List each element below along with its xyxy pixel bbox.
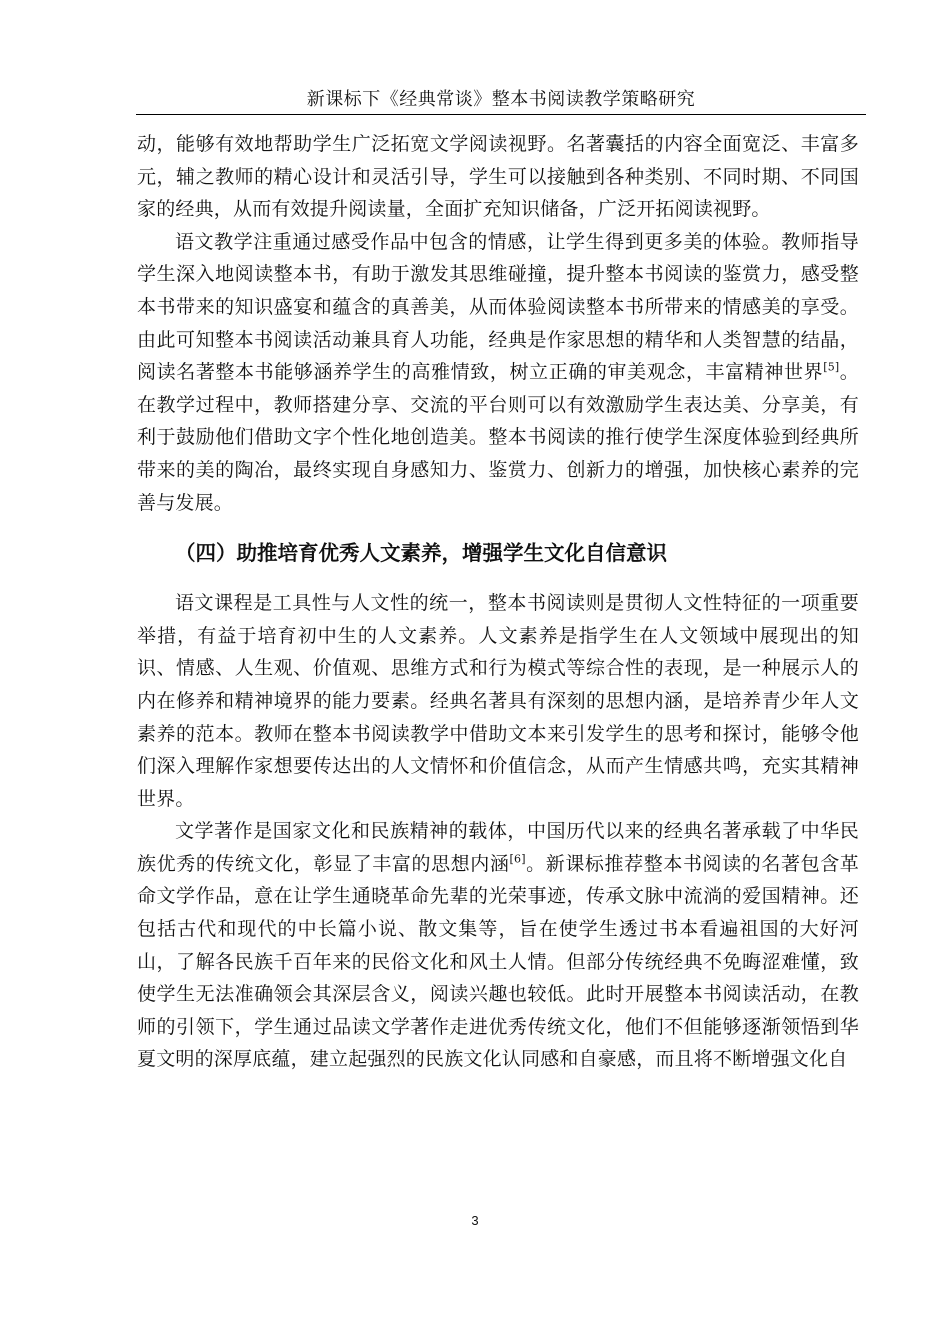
paragraph-text: 。新课标推荐整本书阅读的名著包含革命文学作品，意在让学生通晓革命先辈的光荣事迹，传承文脉中流淌的爱国精神。还包括古代和现代的中长篇小说、散文集等，旨在使学生透过书本看遍祖国的大好河山，了解各民族千百年来的民俗文化和风土人情。但部分传统经典不免晦涩难懂，致使学生无法准确领会其深层含义，阅读兴趣也较低。此时开展整本书阅读活动，在教师的引领下，学生通过品读文学著作走进优秀传统文化，他们不但能够逐渐领悟到华夏文明的深厚底蕴，建立起强烈的民族文化认同感和自豪感，而且将不断增强文化自 bbox=[137, 852, 859, 1071]
citation-ref-6: [6] bbox=[509, 852, 526, 866]
citation-ref-5: [5] bbox=[823, 360, 840, 374]
paragraph-humanistic-literacy: 语文课程是工具性与人文性的统一，整本书阅读则是贯彻人文性特征的一项重要举措，有益于培育初中生的人文素养。人文素养是指学生在人文领域中展现出的知识、情感、人生观、价值观、思维方式和行为模式等综合性的表现，是一种展示人的内在修养和精神境界的能力要素。经典名著具有深刻的思想内涵，是培养青少年人文素养的范本。教师在整本书阅读教学中借助文本来引发学生的思考和探讨，能够令他们深入理解作家想要传达出的人文情怀和价值信念，从而产生情感共鸣，充实其精神世界。 bbox=[137, 592, 859, 810]
running-header: 新课标下《经典常谈》整本书阅读教学策略研究 bbox=[306, 89, 696, 110]
body-text bbox=[137, 128, 859, 1076]
page-number: 3 bbox=[471, 1213, 479, 1228]
paragraph-continued: 动，能够有效地帮助学生广泛拓宽文学阅读视野。名著囊括的内容全面宽泛、丰富多元，辅之教师的精心设计和灵活引导，学生可以接触到各种类别、不同时期、不同国家的经典，从而有效提升阅读量，全面扩充知识储备，广泛开拓阅读视野。 bbox=[137, 133, 859, 221]
header-rule bbox=[136, 114, 866, 115]
paragraph-text: 文学著作是国家文化和民族精神的载体，中国历代以来的经典名著承载了中华民族优秀的传统文化，彰显了丰富的思想内涵 bbox=[137, 820, 859, 875]
paragraph-aesthetic-experience bbox=[137, 226, 859, 519]
paragraph-text: 。在教学过程中，教师搭建分享、交流的平台则可以有效激励学生表达美、分享美，有利于鼓励他们借助文字个性化地创造美。整本书阅读的推行使学生深度体验到经典所带来的美的陶冶，最终实现自身感知力、鉴赏力、创新力的增强，加快核心素养的完善与发展。 bbox=[137, 361, 859, 514]
section-heading: （四）助推培育优秀人文素养，增强学生文化自信意识 bbox=[175, 541, 667, 566]
paragraph-text: 语文教学注重通过感受作品中包含的情感，让学生得到更多美的体验。教师指导学生深入地阅读整本书，有助于激发其思维碰撞，提升整本书阅读的鉴赏力，感受整本书带来的知识盛宴和蕴含的真善美，从而体验阅读整本书所带来的情感美的享受。由此可知整本书阅读活动兼具育人功能，经典是作家思想的精华和人类智慧的结晶，阅读名著整本书能够涵养学生的高雅情致，树立正确的审美观念，丰富精神世界 bbox=[137, 230, 859, 384]
paragraph-cultural-confidence bbox=[137, 815, 859, 1076]
